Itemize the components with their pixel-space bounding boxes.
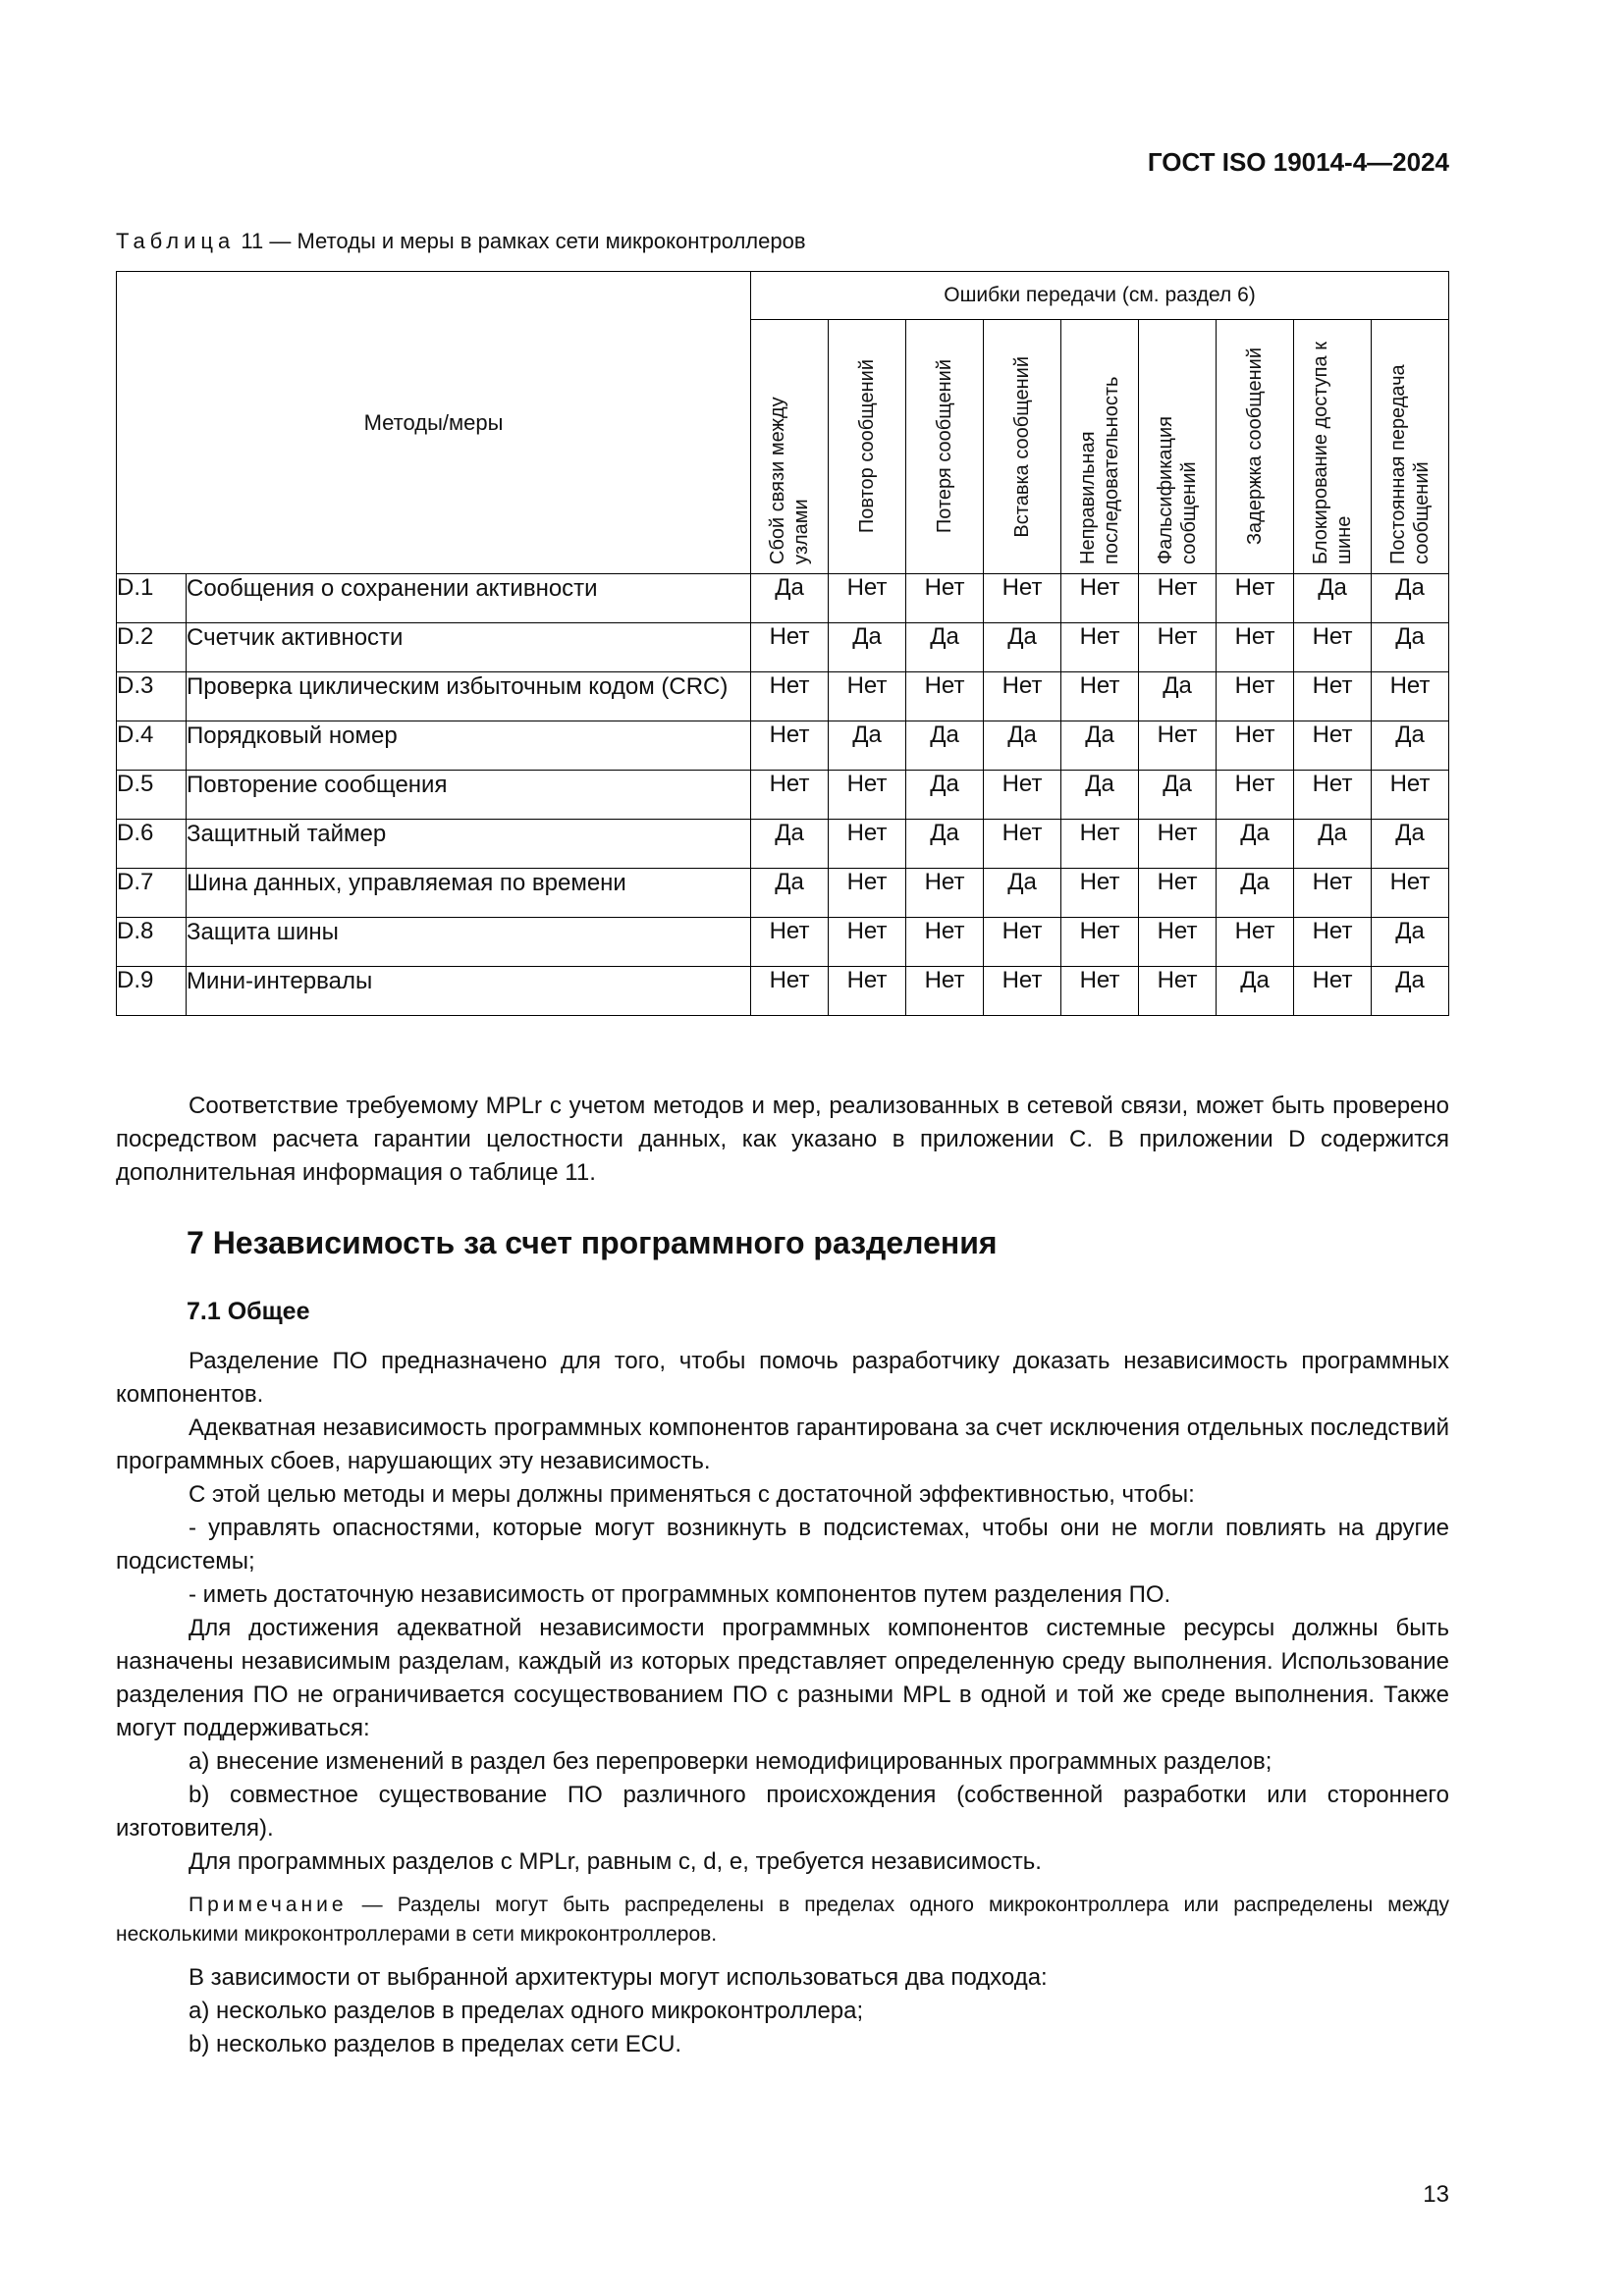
table-caption-text: 11 — Методы и меры в рамках сети микроконтроллеров — [241, 229, 806, 253]
table-cell: Нет — [1294, 918, 1372, 967]
method-name: Повторение сообщения — [187, 771, 751, 820]
note-label: Примечание — [189, 1894, 348, 1916]
page-number: 13 — [1423, 2181, 1449, 2208]
method-name: Защитный таймер — [187, 820, 751, 869]
method-code: D.6 — [117, 820, 187, 869]
method-name: Сообщения о сохранении активности — [187, 574, 751, 623]
method-code: D.2 — [117, 623, 187, 672]
table-cell: Нет — [829, 574, 906, 623]
table-cell: Нет — [984, 918, 1061, 967]
paragraph: Разделение ПО предназначено для того, чтобы помочь разработчику доказать независимость программных компонентов. — [116, 1348, 1449, 1408]
table-cell: Да — [1372, 721, 1449, 771]
table-cell: Да — [906, 623, 984, 672]
table-cell: Нет — [984, 771, 1061, 820]
table-cell: Нет — [751, 672, 829, 721]
method-code: D.5 — [117, 771, 187, 820]
table-cell: Нет — [1139, 623, 1217, 672]
table-cell: Нет — [1294, 623, 1372, 672]
table-cell: Да — [1061, 771, 1139, 820]
table-cell: Нет — [751, 721, 829, 771]
table-cell: Нет — [1294, 869, 1372, 918]
table-cell: Да — [1372, 574, 1449, 623]
table-cell: Нет — [1061, 967, 1139, 1016]
table-cell: Нет — [1372, 869, 1449, 918]
column-header-label: Сбой связи между узлами — [767, 397, 812, 564]
table-cell: Нет — [751, 918, 829, 967]
table-cell: Нет — [1139, 721, 1217, 771]
column-header-label: Постоянная передача сообщений — [1387, 364, 1433, 564]
table-cell: Нет — [829, 918, 906, 967]
table-cell: Да — [751, 574, 829, 623]
errors-header: Ошибки передачи (см. раздел 6) — [751, 272, 1449, 320]
table-cell: Нет — [1139, 820, 1217, 869]
table-cell: Да — [829, 721, 906, 771]
table-cell: Нет — [751, 967, 829, 1016]
note — [116, 1891, 1449, 1949]
column-header-label: Вставка сообщений — [1011, 355, 1033, 538]
table-cell: Да — [984, 623, 1061, 672]
subsection-title: 7.1 Общее — [187, 1298, 310, 1325]
table-cell: Нет — [829, 771, 906, 820]
table-cell: Нет — [1139, 918, 1217, 967]
column-header — [751, 320, 829, 574]
column-header — [1217, 320, 1294, 574]
table-cell: Нет — [906, 574, 984, 623]
list-item: b) совместное существование ПО различного происхождения (собственной разработки или стороннего изготовителя). — [116, 1782, 1449, 1842]
table-cell: Нет — [984, 967, 1061, 1016]
table-cell: Нет — [1139, 967, 1217, 1016]
column-header — [1372, 320, 1449, 574]
method-name: Мини-интервалы — [187, 967, 751, 1016]
table-cell: Нет — [906, 967, 984, 1016]
method-name: Порядковый номер — [187, 721, 751, 771]
table-cell: Нет — [984, 820, 1061, 869]
method-code: D.1 — [117, 574, 187, 623]
table-cell: Нет — [1294, 967, 1372, 1016]
paragraph: Адекватная независимость программных компонентов гарантирована за счет исключения отдельных последствий программных сбоев, нарушающих эту независимость. — [116, 1415, 1449, 1474]
column-header — [1139, 320, 1217, 574]
table-cell: Да — [1217, 869, 1294, 918]
table-row — [117, 623, 1449, 672]
section-body — [116, 1345, 1449, 2061]
table-cell: Нет — [1294, 771, 1372, 820]
column-header — [1294, 320, 1372, 574]
table-cell: Нет — [1217, 623, 1294, 672]
table-cell: Нет — [1217, 574, 1294, 623]
table-cell: Нет — [829, 967, 906, 1016]
table-cell: Нет — [829, 820, 906, 869]
table-cell: Нет — [1217, 721, 1294, 771]
table-cell: Да — [906, 721, 984, 771]
method-code: D.8 — [117, 918, 187, 967]
paragraph: С этой целью методы и меры должны применяться с достаточной эффективностью, чтобы: — [189, 1481, 1195, 1508]
table-cell: Нет — [1061, 918, 1139, 967]
table-cell: Нет — [984, 574, 1061, 623]
column-header-label: Задержка сообщений — [1244, 347, 1266, 546]
list-item: a) внесение изменений в раздел без перепроверки немодифицированных программных разделов; — [189, 1748, 1272, 1775]
method-code: D.7 — [117, 869, 187, 918]
table-row — [117, 820, 1449, 869]
column-header-label: Потеря сообщений — [934, 359, 955, 534]
table-cell: Нет — [1061, 869, 1139, 918]
methods-table — [116, 271, 1449, 1016]
method-code: D.4 — [117, 721, 187, 771]
column-header-label: Блокирование доступа к шине — [1310, 342, 1355, 564]
table-cell: Нет — [751, 771, 829, 820]
method-name: Шина данных, управляемая по времени — [187, 869, 751, 918]
paragraph: В зависимости от выбранной архитектуры могут использоваться два подхода: — [189, 1964, 1048, 1991]
table-row — [117, 918, 1449, 967]
paragraph: Соответствие требуемому MPLr с учетом методов и мер, реализованных в сетевой связи, может быть проверено посредством расчета гарантии целостности данных, как указано в приложении C. В приложении D содержится дополнительная информация о таблице 11. — [116, 1093, 1449, 1186]
table-cell: Да — [1372, 918, 1449, 967]
table-cell: Да — [1372, 623, 1449, 672]
method-code: D.3 — [117, 672, 187, 721]
table-cell: Да — [1217, 820, 1294, 869]
table-cell: Нет — [1061, 672, 1139, 721]
table-cell: Нет — [1217, 672, 1294, 721]
table-cell: Да — [906, 820, 984, 869]
table-row — [117, 672, 1449, 721]
list-item: - иметь достаточную независимость от программных компонентов путем разделения ПО. — [189, 1581, 1171, 1608]
column-header — [984, 320, 1061, 574]
list-item: b) несколько разделов в пределах сети ECU. — [189, 2031, 682, 2057]
list-item: a) несколько разделов в пределах одного микроконтроллера; — [189, 1998, 864, 2024]
table-cell: Нет — [1217, 771, 1294, 820]
table-cell: Нет — [1294, 672, 1372, 721]
table-cell: Да — [1061, 721, 1139, 771]
paragraph: Для программных разделов с MPLr, равным c, d, e, требуется независимость. — [189, 1848, 1042, 1875]
column-header — [1061, 320, 1139, 574]
table-cell: Нет — [829, 869, 906, 918]
column-header-label: Фальсификация сообщений — [1155, 416, 1200, 564]
table-row — [117, 869, 1449, 918]
list-item: - управлять опасностями, которые могут возникнуть в подсистемах, чтобы они не могли повлиять на другие подсистемы; — [116, 1515, 1449, 1575]
table-cell: Нет — [1372, 771, 1449, 820]
table-cell: Да — [1217, 967, 1294, 1016]
column-header — [906, 320, 984, 574]
table-cell: Нет — [906, 918, 984, 967]
section-title: 7 Независимость за счет программного разделения — [187, 1225, 998, 1260]
table-cell: Нет — [829, 672, 906, 721]
table-cell: Да — [1372, 820, 1449, 869]
table-cell: Да — [984, 721, 1061, 771]
method-code: D.9 — [117, 967, 187, 1016]
table-cell: Да — [1372, 967, 1449, 1016]
method-name: Проверка циклическим избыточным кодом (CRC) — [187, 672, 751, 721]
table-row — [117, 967, 1449, 1016]
table-caption-label: Таблица — [116, 229, 236, 253]
table-cell: Да — [1139, 672, 1217, 721]
table-cell: Нет — [1061, 623, 1139, 672]
table-cell: Нет — [906, 869, 984, 918]
table-row — [117, 771, 1449, 820]
method-name: Счетчик активности — [187, 623, 751, 672]
note-text: — Разделы могут быть распределены в пределах одного микроконтроллера или распределены между несколькими микроконтроллерами в сети микроконтроллеров. — [116, 1894, 1449, 1946]
table-cell: Да — [906, 771, 984, 820]
table-cell: Да — [984, 869, 1061, 918]
column-header-label: Неправильная последовательность — [1077, 376, 1122, 564]
column-header — [829, 320, 906, 574]
table-row — [117, 574, 1449, 623]
table-cell: Нет — [1294, 721, 1372, 771]
method-name: Защита шины — [187, 918, 751, 967]
table-cell: Да — [829, 623, 906, 672]
paragraph: Для достижения адекватной независимости программных компонентов системные ресурсы должны быть назначены независимым разделам, каждый из которых представляет определенную среду выполнения. Использование разделения ПО не ограничивается сосуществованием ПО с разными MPL в одной и той же среде выполнения. Также могут поддерживаться: — [116, 1615, 1449, 1741]
table-cell: Да — [751, 820, 829, 869]
table-row — [117, 721, 1449, 771]
table-cell: Нет — [1217, 918, 1294, 967]
table-cell: Да — [1294, 574, 1372, 623]
table-cell: Нет — [906, 672, 984, 721]
after-table-paragraph — [116, 1090, 1449, 1190]
table-cell: Нет — [1139, 869, 1217, 918]
table-cell: Да — [751, 869, 829, 918]
table-cell: Нет — [1139, 574, 1217, 623]
table-cell: Да — [1294, 820, 1372, 869]
table-cell: Нет — [1061, 574, 1139, 623]
table-cell: Нет — [984, 672, 1061, 721]
table-cell: Да — [1139, 771, 1217, 820]
table-cell: Нет — [751, 623, 829, 672]
table-cell: Нет — [1061, 820, 1139, 869]
table-caption — [116, 229, 806, 254]
methods-header: Методы/меры — [117, 272, 751, 574]
table-cell: Нет — [1372, 672, 1449, 721]
column-header-label: Повтор сообщений — [856, 359, 878, 534]
standard-number: ГОСТ ISO 19014-4—2024 — [1147, 147, 1449, 177]
